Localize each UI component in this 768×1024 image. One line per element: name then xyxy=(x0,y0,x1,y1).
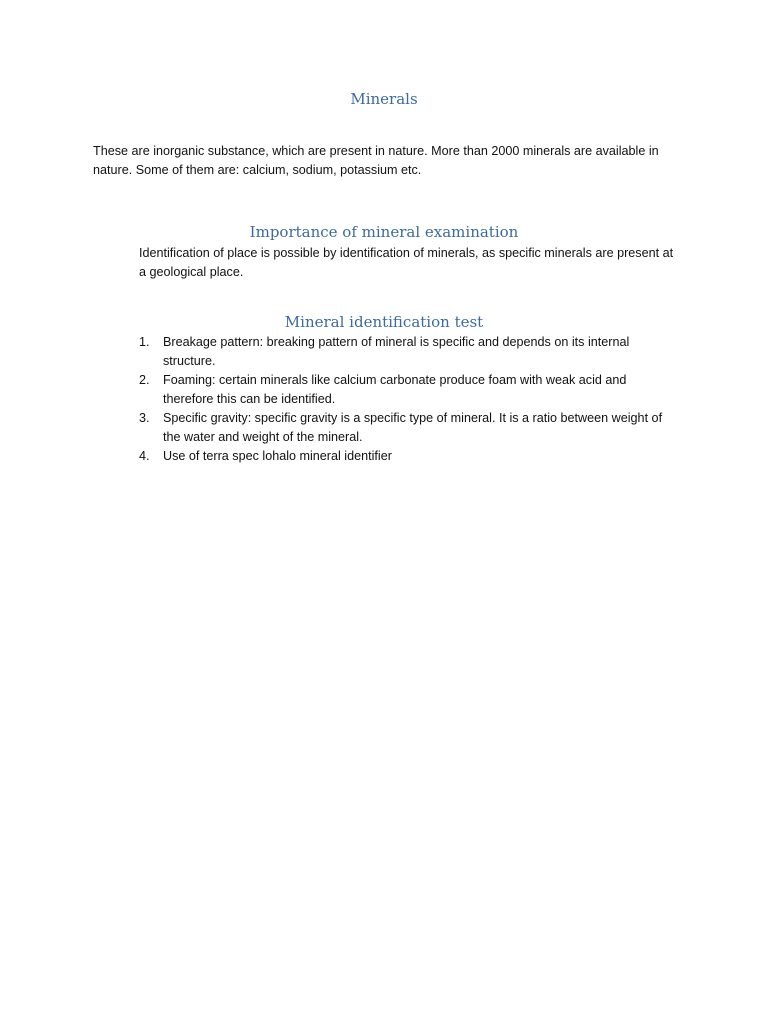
list-item-text: Foaming: certain minerals like calcium carbonate produce foam with weak acid and therefore this can be identified. xyxy=(163,373,627,406)
importance-paragraph: Identification of place is possible by identification of minerals, as specific minerals are present at a geological place. xyxy=(139,246,674,279)
identification-test-list xyxy=(139,333,674,467)
intro-paragraph: These are inorganic substance, which are present in nature. More than 2000 minerals are available in nature. Some of them are: calcium, sodium, potassium etc. xyxy=(93,144,659,177)
document-title: Minerals xyxy=(350,90,418,108)
list-item-text: Use of terra spec lohalo mineral identifier xyxy=(163,449,392,463)
list-item-text: Breakage pattern: breaking pattern of mineral is specific and depends on its internal structure. xyxy=(163,335,630,368)
list-item xyxy=(139,447,674,466)
list-item xyxy=(139,409,674,446)
section-heading-identification-test: Mineral identification test xyxy=(284,313,484,331)
list-item xyxy=(139,333,674,370)
list-item-number: 4. xyxy=(139,449,150,463)
list-item-number: 3. xyxy=(139,411,150,425)
section-heading-importance: Importance of mineral examination xyxy=(249,223,519,241)
list-item-number: 1. xyxy=(139,335,150,349)
list-item xyxy=(139,371,674,408)
list-item-text: Specific gravity: specific gravity is a specific type of mineral. It is a ratio between weight of the water and weight of the mineral. xyxy=(163,411,663,444)
list-item-number: 2. xyxy=(139,373,150,387)
